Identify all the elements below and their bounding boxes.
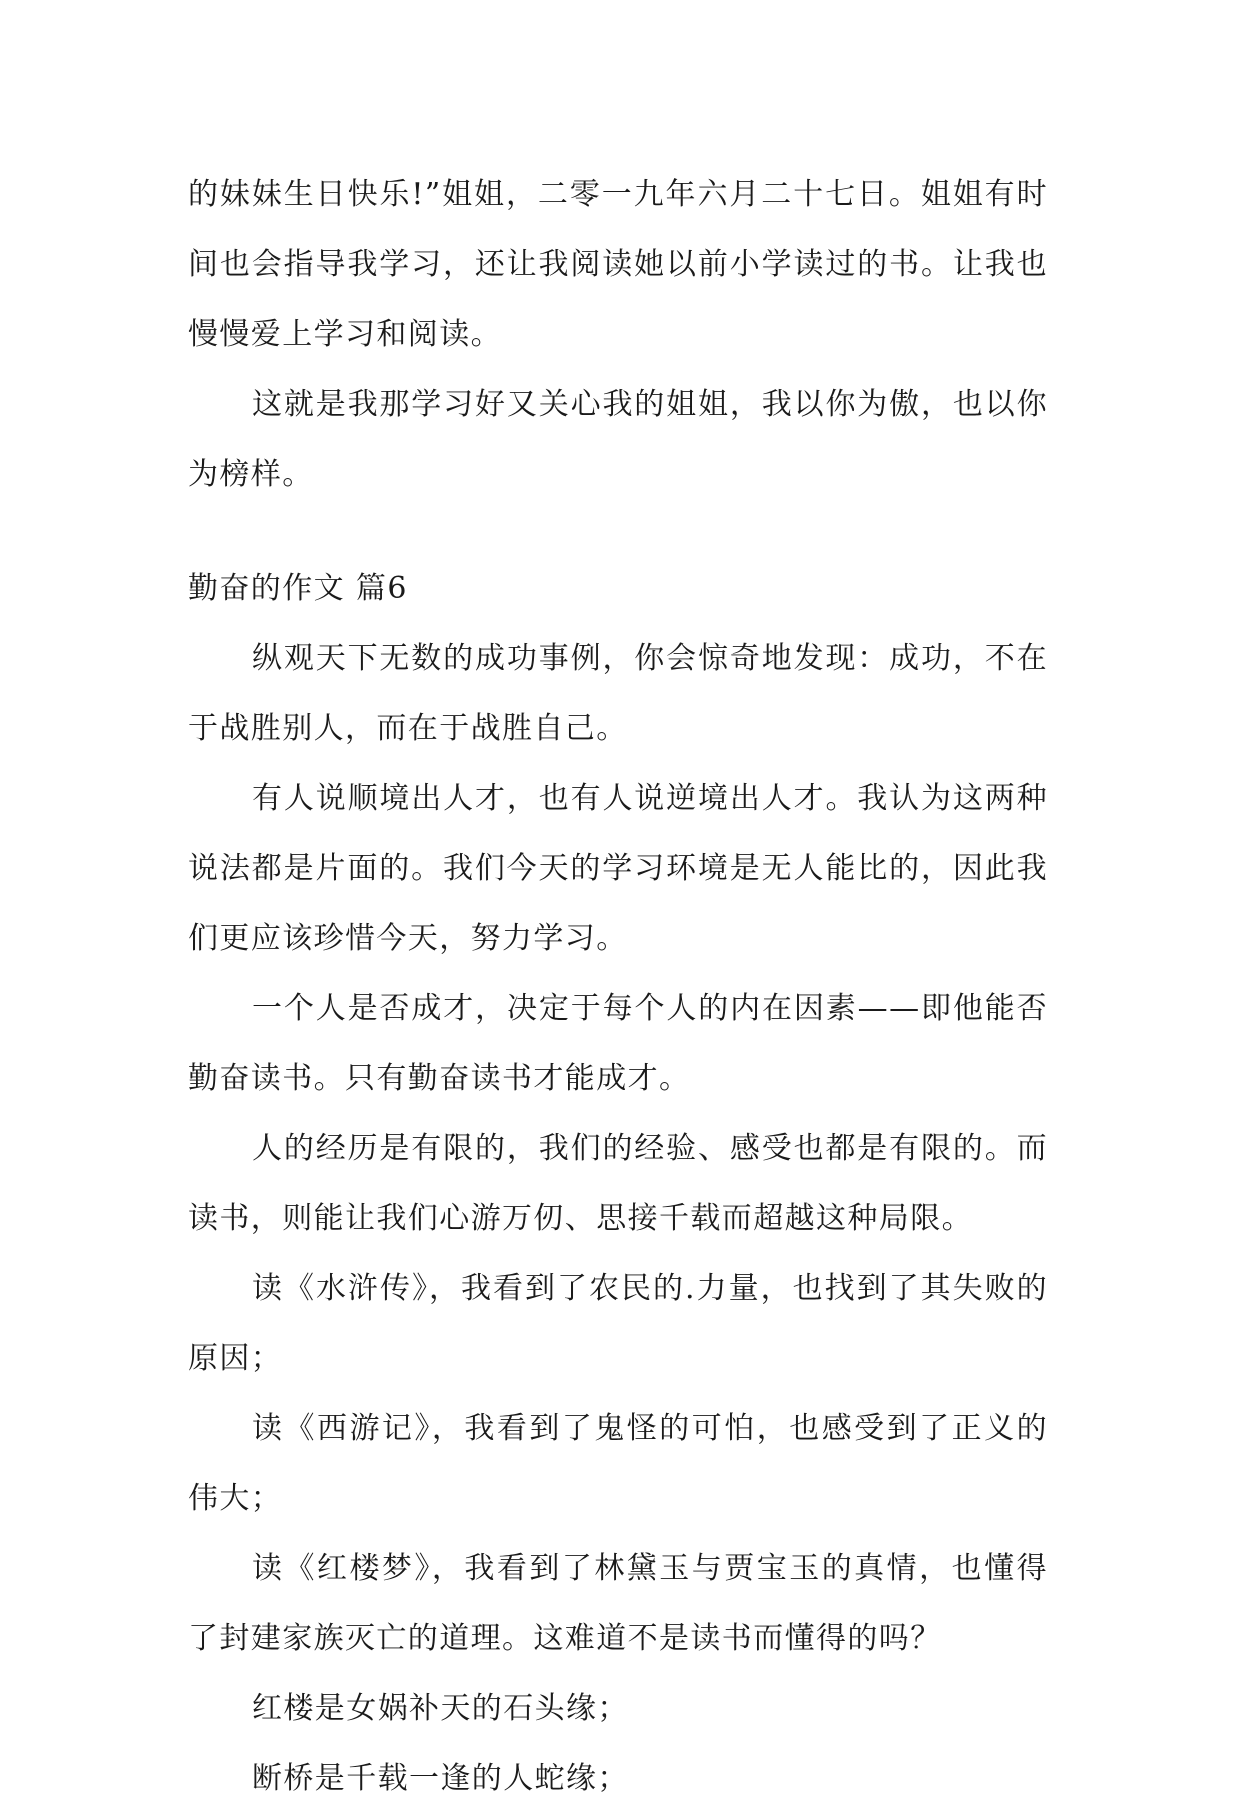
paragraph: 这就是我那学习好又关心我的姐姐，我以你为傲，也以你为榜样。 (188, 387, 1048, 492)
section-heading: 勤奋的作文 篇6 (188, 571, 408, 606)
paragraph: 断桥是千载一逢的人蛇缘； (252, 1761, 629, 1796)
paragraph-continued: 的妹妹生日快乐!”姐姐，二零一九年六月二十七日。姐姐有时间也会指导我学习，还让我阅读她以前小学读过的书。让我也慢慢爱上学习和阅读。 (188, 177, 1048, 352)
paragraph: 读《西游记》，我看到了鬼怪的可怕，也感受到了正义的伟大； (188, 1411, 1048, 1516)
paragraph: 一个人是否成才，决定于每个人的内在因素——即他能否勤奋读书。只有勤奋读书才能成才。 (188, 991, 1048, 1096)
paragraph: 有人说顺境出人才，也有人说逆境出人才。我认为这两种说法都是片面的。我们今天的学习环境是无人能比的，因此我们更应该珍惜今天，努力学习。 (188, 781, 1048, 956)
paragraph: 读《水浒传》，我看到了农民的.力量，也找到了其失败的原因； (188, 1271, 1048, 1376)
paragraph: 纵观天下无数的成功事例，你会惊奇地发现：成功，不在于战胜别人，而在于战胜自己。 (188, 641, 1048, 746)
paragraph: 红楼是女娲补天的石头缘； (252, 1691, 629, 1726)
paragraph: 人的经历是有限的，我们的经验、感受也都是有限的。而读书，则能让我们心游万仞、思接千载而超越这种局限。 (188, 1131, 1048, 1236)
document-page (188, 160, 1048, 1814)
paragraph: 读《红楼梦》，我看到了林黛玉与贾宝玉的真情，也懂得了封建家族灭亡的道理。这难道不是读书而懂得的吗？ (188, 1551, 1048, 1656)
